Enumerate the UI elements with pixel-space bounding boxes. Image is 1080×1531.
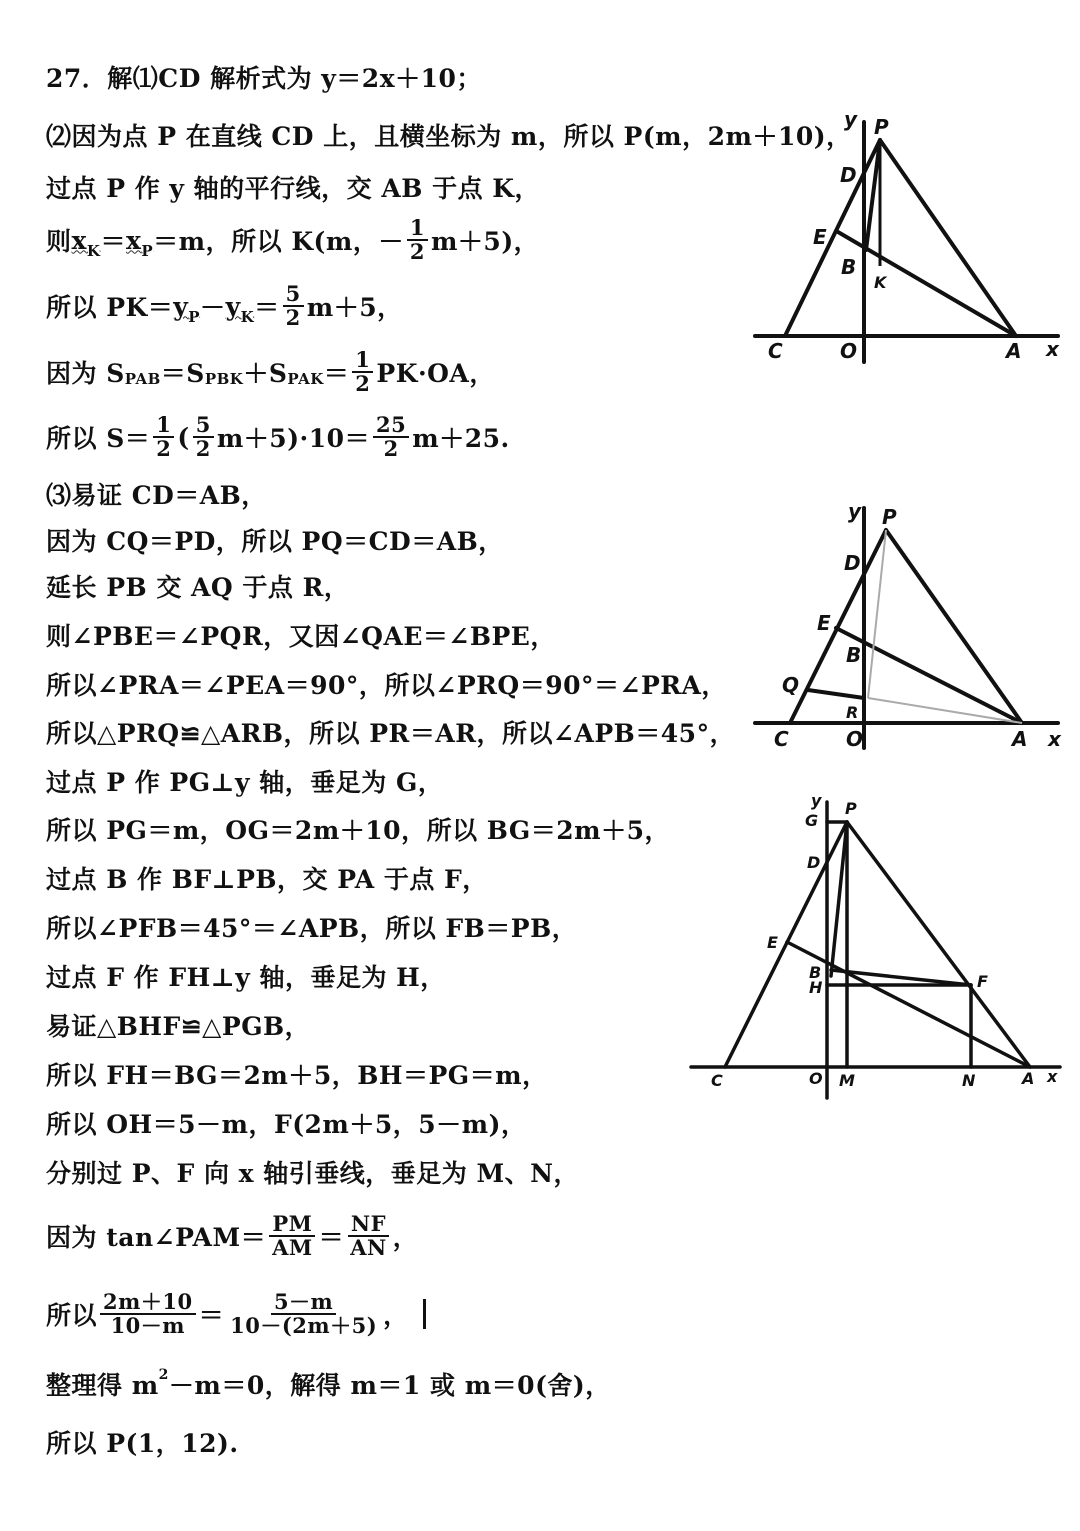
- solution-line-12: 所以∠PRA＝∠PEA＝90°，所以∠PRQ＝90°＝∠PRA，: [46, 671, 727, 700]
- solution-line-26: 所以 P(1，12).: [46, 1429, 239, 1458]
- label-G: G: [805, 811, 819, 830]
- solution-line-10: 延长 PB 交 AQ 于点 R，: [46, 573, 350, 602]
- label-E: E: [813, 225, 827, 249]
- fraction: $\frac{5}{2}$: [283, 283, 304, 329]
- label-x: x: [1047, 1067, 1058, 1086]
- label-E: E: [817, 611, 831, 635]
- solution-line-11: 则∠PBE＝∠PQR，又因∠QAE＝∠BPE，: [46, 622, 556, 651]
- label-A: A: [1012, 727, 1028, 751]
- fraction: $\frac{5}{2}$: [193, 414, 214, 460]
- fraction: $\frac{25}{2}$: [373, 414, 409, 460]
- label-C: C: [768, 339, 783, 363]
- label-A: A: [1006, 339, 1022, 363]
- fraction: $\frac{5-m}{10-(2m+5)}$: [230, 1289, 378, 1338]
- label-O: O: [846, 727, 864, 751]
- label-y: y: [844, 107, 858, 131]
- solution-line-9: 因为 CQ＝PD，所以 PQ＝CD＝AB，: [46, 527, 504, 556]
- label-x: x: [1046, 337, 1059, 361]
- fraction: $\frac{1}{2}$: [153, 414, 174, 460]
- label-B: B: [846, 643, 862, 667]
- label-P: P: [845, 799, 857, 818]
- label-D: D: [807, 853, 821, 872]
- fraction: $\frac{PM}{AM}$: [269, 1213, 316, 1259]
- label-N: N: [962, 1071, 976, 1090]
- solution-line-8: ⑶易证 CD＝AB，: [46, 481, 267, 510]
- label-B: B: [809, 963, 822, 982]
- segment-PR-gray: [868, 530, 886, 698]
- fraction: $\frac{2m+10}{10-m}$: [100, 1291, 196, 1337]
- solution-line-5: 所以 PK＝ $y_P$ － $y_K$ ＝ $\frac{5}{2}$ m＋5，: [46, 281, 403, 330]
- segment-QR: [808, 690, 864, 698]
- segment-PA: [886, 530, 1022, 723]
- solution-line-6: 因为 S PAB ＝S PBK ＋S PAK ＝ $\frac{1}{2}$ PK·OA，: [46, 347, 495, 396]
- solution-line-25: 整理得 m 2 －m＝0，解得 m＝1 或 m＝0(舍)，: [46, 1367, 611, 1400]
- label-D: D: [844, 551, 861, 575]
- segment-PB: [831, 822, 847, 976]
- label-P: P: [874, 115, 889, 139]
- label-R: R: [846, 703, 859, 722]
- figure-2-diagram: [740, 490, 1070, 755]
- solution-line-15: 所以 PG＝m，OG＝2m＋10，所以 BG＝2m＋5，: [46, 816, 670, 845]
- label-K: K: [874, 273, 887, 292]
- label-C: C: [711, 1071, 723, 1090]
- solution-line-14: 过点 P 作 PG⊥y 轴，垂足为 G，: [46, 768, 444, 797]
- label-O: O: [809, 1069, 823, 1088]
- label-x: x: [1048, 727, 1061, 751]
- solution-line-19: 易证△BHF≌△PGB，: [46, 1012, 311, 1041]
- solution-line-1: 27．解⑴CD 解析式为 y＝2x＋10；: [46, 64, 482, 93]
- solution-line-3: 过点 P 作 y 轴的平行线，交 AB 于点 K，: [46, 174, 541, 203]
- label-A: A: [1022, 1069, 1035, 1088]
- solution-line-17: 所以∠PFB＝45°＝∠APB，所以 FB＝PB，: [46, 914, 578, 943]
- label-P: P: [882, 505, 897, 529]
- label-C: C: [774, 727, 789, 751]
- solution-line-24: 所以 $\frac{2m+10}{10-m}$ ＝ $\frac{5-m}{10-(2m+5)}$ ，: [46, 1292, 426, 1336]
- label-M: M: [839, 1071, 855, 1090]
- segment-PA: [880, 140, 1016, 336]
- fraction: $\frac{1}{2}$: [352, 349, 373, 395]
- solution-line-13: 所以△PRQ≌△ARB，所以 PR＝AR，所以∠APB＝45°，: [46, 719, 736, 748]
- label-E: E: [767, 933, 778, 952]
- segment-PA: [847, 822, 1030, 1067]
- label-O: O: [840, 339, 858, 363]
- fraction: $\frac{1}{2}$: [407, 217, 428, 263]
- label-H: H: [809, 978, 823, 997]
- solution-line-21: 所以 OH＝5－m，F(2m＋5，5－m)，: [46, 1110, 527, 1139]
- text-cursor: [423, 1299, 426, 1329]
- solution-line-20: 所以 FH＝BG＝2m＋5，BH＝PG＝m，: [46, 1061, 548, 1090]
- fraction: $\frac{NF}{AN}$: [347, 1213, 390, 1259]
- label-B: B: [841, 255, 857, 279]
- label-Q: Q: [782, 673, 800, 697]
- solution-line-7: 所以 S＝ $\frac{1}{2}$ ( $\frac{5}{2}$ m＋5)·10＝ $\frac{25}{2}$ m＋25.: [46, 412, 510, 461]
- label-y: y: [848, 499, 862, 523]
- solution-line-18: 过点 F 作 FH⊥y 轴，垂足为 H，: [46, 963, 446, 992]
- figure-1-diagram: [740, 100, 1070, 370]
- solution-line-2: ⑵因为点 P 在直线 CD 上，且横坐标为 m，所以 P(m，2m＋10)，: [46, 122, 852, 151]
- label-D: D: [840, 163, 857, 187]
- label-F: F: [977, 972, 988, 991]
- figure-3-diagram: [685, 780, 1070, 1110]
- solution-line-23: 因为 tan∠PAM＝ $\frac{PM}{AM}$ ＝ $\frac{NF}{AN}$ ，: [46, 1211, 419, 1260]
- label-y: y: [811, 791, 822, 810]
- solution-line-22: 分别过 P、F 向 x 轴引垂线，垂足为 M、N，: [46, 1159, 579, 1188]
- solution-line-4: 则 $x_K$ ＝ $x_P$ ＝m，所以 K(m，－ $\frac{1}{2}$ m＋5)，: [46, 215, 540, 264]
- segment-EA: [787, 942, 1030, 1067]
- segment-BF: [831, 970, 971, 985]
- solution-line-16: 过点 B 作 BF⊥PB，交 PA 于点 F，: [46, 865, 488, 894]
